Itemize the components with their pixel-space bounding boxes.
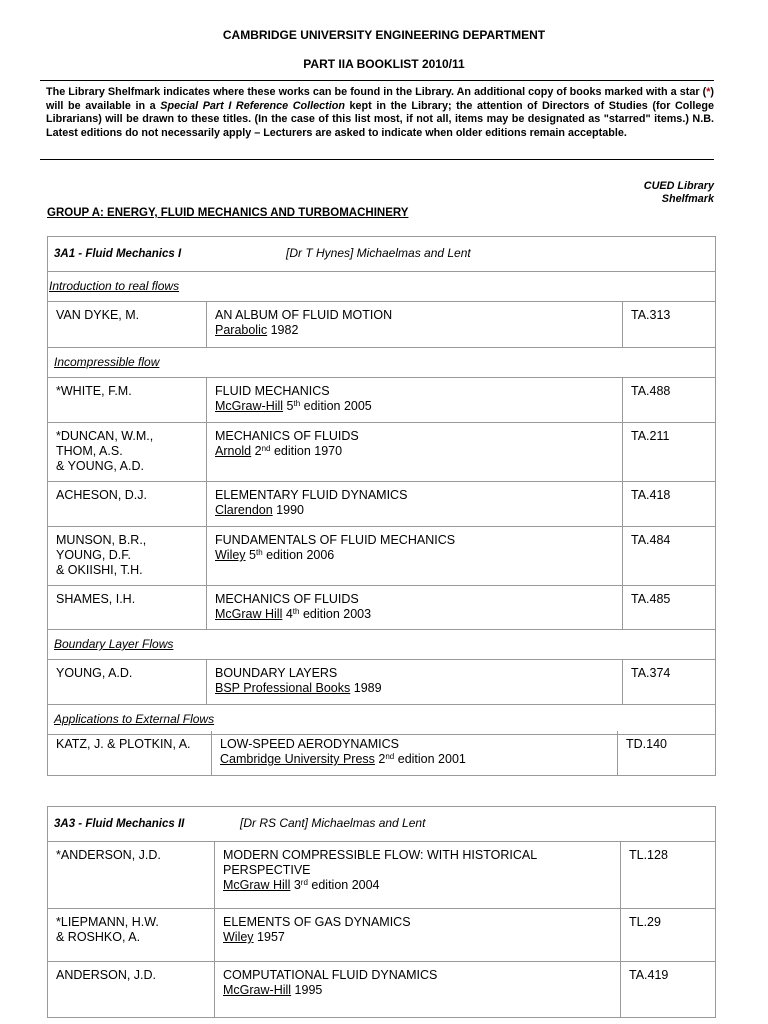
book-shelfmark: TA.485 [631,592,671,606]
book-row: MUNSON, B.R., YOUNG, D.F. & OKIISHI, T.H. FUNDAMENTALS OF FLUID MECHANICS Wiley 5th edition 2006 TA.484 [48,527,716,586]
section-row [48,630,716,660]
author-line: & YOUNG, A.D. [56,459,144,473]
book-publisher: Wiley [215,548,246,562]
book-edition: 1982 [267,323,299,337]
book-publisher: McGraw Hill [215,607,283,621]
book-edition: edition 2001 [394,752,466,766]
book-row: SHAMES, I.H. MECHANICS OF FLUIDS McGraw Hill 4th edition 2003 TA.485 [48,586,716,630]
book-publisher: McGraw Hill [223,878,291,892]
author-line: *DUNCAN, W.M., [56,429,154,443]
book-row [48,482,716,527]
book-title: MODERN COMPRESSIBLE FLOW: WITH HISTORICAL [223,848,538,862]
book-author: *WHITE, F.M. [56,384,132,398]
section-title: Boundary Layer Flows [54,637,174,651]
book-title-cont: PERSPECTIVE [223,863,311,877]
book-publisher: Cambridge University Press [220,752,375,766]
course-lecturer: [Dr RS Cant] Michaelmas and Lent [240,816,426,830]
shelfmark-header-line1: CUED Library [643,180,714,192]
intro-text-1: The Library Shelfmark indicates where these works can be found in the Library. An additional copy of books marked with a star ( [46,86,707,98]
book-shelfmark: TL.29 [629,915,661,929]
book-title: BOUNDARY LAYERS [215,666,338,680]
author-line: *LIEPMANN, H.W. [56,915,159,929]
book-row [48,660,716,705]
book-author [48,423,206,480]
book-shelfmark: TL.128 [629,848,668,862]
book-row: *DUNCAN, W.M., THOM, A.S. & YOUNG, A.D. MECHANICS OF FLUIDS Arnold 2nd edition 1970 TA.211 [48,423,716,482]
course-header [48,237,716,272]
book-author: KATZ, J. & PLOTKIN, A. [56,737,191,751]
book-title: LOW-SPEED AERODYNAMICS [220,737,399,751]
author-line: MUNSON, B.R., [56,533,147,547]
section-title: Applications to External Flows [54,712,215,726]
course-table-3a1-last [47,731,716,776]
book-title: ELEMENTARY FLUID DYNAMICS [215,488,408,502]
book-author: YOUNG, A.D. [56,666,133,680]
intro-text-3: kept in the Library; the attention of Directors of Studies (for College Librarians) will be drawn to these titles. (In the case of this list most, if not all, items may be designated as "starred" items.) N.B. Latest editions do not necessarily apply – Lecturers are asked to indicate when older editions remain acceptable. [46,99,714,139]
book-author: ANDERSON, J.D. [56,968,157,982]
book-shelfmark: TA.211 [631,429,670,443]
department-title: CAMBRIDGE UNIVERSITY ENGINEERING DEPARTMENT [222,28,546,42]
book-author [48,909,214,951]
book-edition: edition 2006 [262,548,335,562]
author-line: THOM, A.S. [56,444,123,458]
intro-star: * [706,86,711,98]
book-shelfmark: TA.484 [631,533,671,547]
book-shelfmark: TA.374 [631,666,671,680]
book-shelfmark: TD.140 [626,737,667,751]
book-title: COMPUTATIONAL FLUID DYNAMICS [223,968,438,982]
book-publisher: Clarendon [215,503,273,517]
author-line: YOUNG, D.F. [56,548,132,562]
course-header [48,807,716,842]
book-title: AN ALBUM OF FLUID MOTION [215,308,393,322]
book-row: *ANDERSON, J.D. MODERN COMPRESSIBLE FLOW: WITH HISTORICAL PERSPECTIVE McGraw Hill 3rd edition 2004 TL.128 [48,842,716,909]
book-publisher: BSP Professional Books [215,681,351,695]
book-publisher: Wiley [223,930,254,944]
book-edition: edition 2004 [307,878,380,892]
book-publisher: Parabolic [215,323,268,337]
course-title: 3A3 - Fluid Mechanics II [54,818,185,830]
book-shelfmark: TA.418 [631,488,671,502]
group-title: GROUP A: ENERGY, FLUID MECHANICS AND TURBOMACHINERY [47,207,409,219]
book-row [48,302,716,348]
book-publisher: Arnold [215,444,252,458]
book-edition: edition 2005 [300,399,372,413]
section-row [48,348,716,378]
book-author: SHAMES, I.H. [56,592,136,606]
book-title: ELEMENTS OF GAS DYNAMICS [223,915,411,929]
intro-divider [40,159,714,160]
book-row: *WHITE, F.M. FLUID MECHANICS McGraw-Hill 5th edition 2005 TA.488 [48,378,716,423]
book-title: FUNDAMENTALS OF FLUID MECHANICS [215,533,456,547]
book-row [48,909,716,962]
book-row [48,962,716,1018]
course-lecturer: [Dr T Hynes] Michaelmas and Lent [286,246,471,260]
book-title: MECHANICS OF FLUIDS [215,592,359,606]
book-publisher: McGraw-Hill [223,983,292,997]
book-edition: 1995 [291,983,323,997]
book-author: VAN DYKE, M. [56,308,140,322]
book-title: FLUID MECHANICS [215,384,330,398]
author-line: & ROSHKO, A. [56,930,141,944]
book-title: MECHANICS OF FLUIDS [215,429,359,443]
book-publisher: McGraw-Hill [215,399,284,413]
section-row [48,272,716,302]
book-edition: 1990 [272,503,304,517]
course-title: 3A1 - Fluid Mechanics I [54,248,182,260]
section-row [48,705,716,735]
book-row: KATZ, J. & PLOTKIN, A. LOW-SPEED AERODYNAMICS Cambridge University Press 2nd edition 2001 TD.140 [48,731,716,775]
intro-paragraph [46,86,714,140]
book-shelfmark: TA.488 [631,384,671,398]
intro-collection: Special Part I Reference Collection [160,99,345,112]
book-author: *ANDERSON, J.D. [56,848,161,862]
author-line: & OKIISHI, T.H. [56,563,143,577]
book-author [48,527,206,584]
book-edition: 1957 [253,930,285,944]
shelfmark-header-line2: Shelfmark [661,193,714,205]
book-edition: edition 2003 [299,607,372,621]
section-title: Introduction to real flows [49,279,180,293]
top-divider [40,80,714,81]
book-author: ACHESON, D.J. [56,488,147,502]
book-edition: edition 1970 [270,444,343,458]
shelfmark-header [644,180,714,206]
intro-text-2: ) will be available in a [46,86,714,112]
course-table-3a1 [47,236,716,735]
booklist-title: PART IIA BOOKLIST 2010/11 [303,57,465,71]
book-shelfmark: TA.313 [631,308,671,322]
book-edition: 1989 [350,681,382,695]
section-title: Incompressible flow [54,355,160,369]
course-table-3a3 [47,806,716,1018]
book-shelfmark: TA.419 [629,968,669,982]
